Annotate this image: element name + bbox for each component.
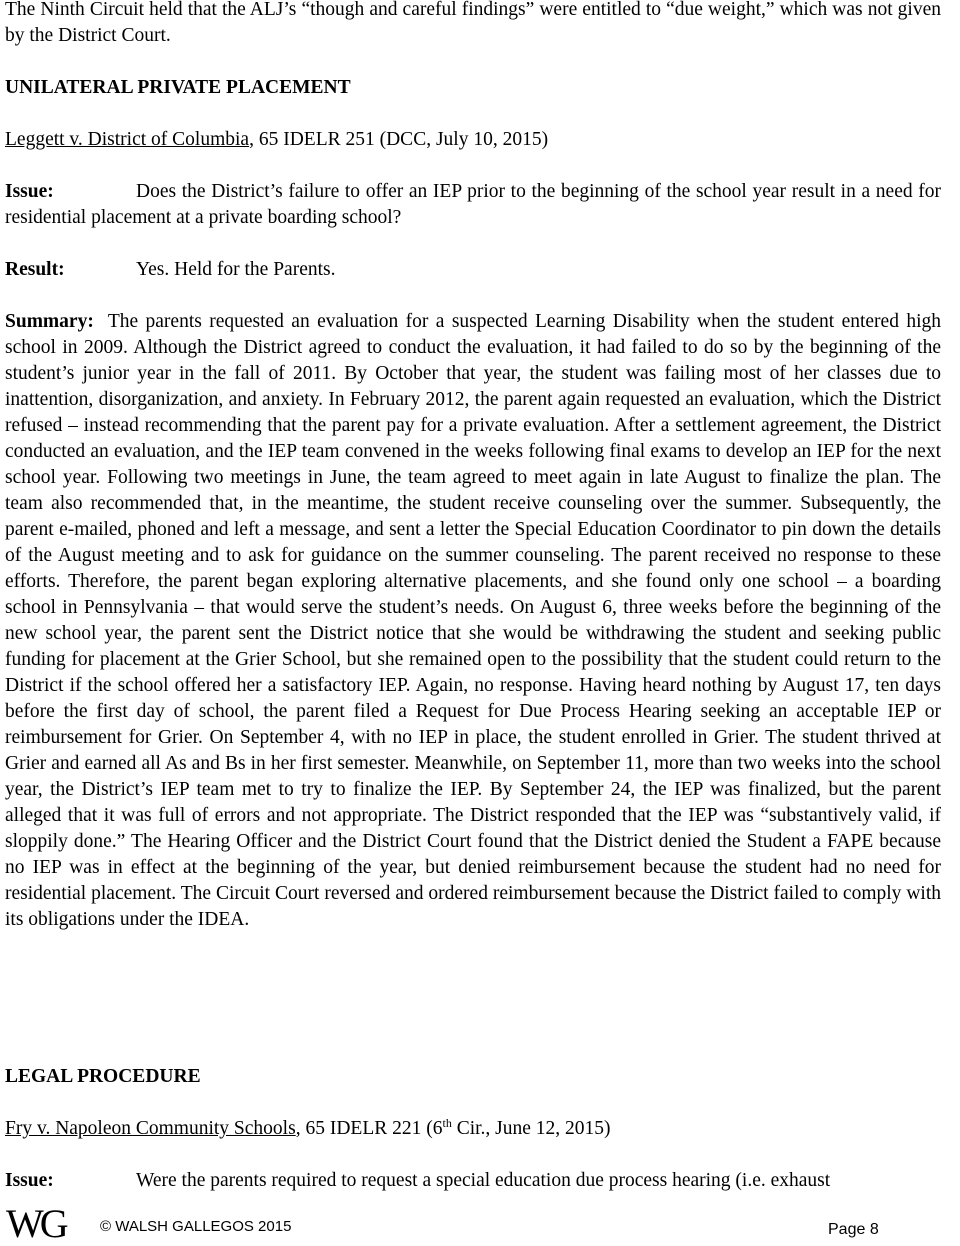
case-citation-fry — [5, 1116, 941, 1142]
issue-label-2: Issue: — [5, 1170, 54, 1191]
section-heading-placement: UNILATERAL PRIVATE PLACEMENT — [5, 77, 351, 98]
logo-text: WG — [6, 1201, 65, 1243]
issue-text: Does the District’s failure to offer an IEP prior to the beginning of the school year result in a need for residential placement at a private boarding school? — [5, 181, 941, 228]
case-citation-sup: th — [442, 1116, 452, 1130]
page-number: Page 8 — [828, 1221, 879, 1238]
case-link-fry[interactable]: Fry v. Napoleon Community Schools — [5, 1118, 296, 1139]
result-label: Result: — [5, 259, 65, 280]
issue-text-2: Were the parents required to request a special education due process hearing (i.e. exhaust — [136, 1170, 831, 1191]
issue-paragraph-2 — [5, 1168, 941, 1194]
case-citation-rest-a: , 65 IDELR 221 (6 — [295, 1118, 443, 1139]
case-citation-rest-b: Cir., June 12, 2015) — [451, 1118, 611, 1139]
footer-copyright: © WALSH GALLEGOS 2015 — [100, 1218, 292, 1235]
issue-paragraph-1 — [5, 179, 941, 231]
issue-label: Issue: — [5, 181, 54, 202]
intro-paragraph: The Ninth Circuit held that the ALJ’s “though and careful findings” were entitled to “due weight,” which was not given by the District Court. — [5, 0, 941, 46]
section-heading-procedure: LEGAL PROCEDURE — [5, 1066, 201, 1087]
case-citation-rest: , 65 IDELR 251 (DCC, July 10, 2015) — [249, 129, 549, 150]
summary-text: The parents requested an evaluation for a suspected Learning Disability when the student entered high school in 2009. Although the District agreed to conduct the evaluation, it had failed to do so by the beginning of the student’s junior year in the fall of 2011. By October that year, the student was failing most of her classes due to inattention, disorganization, and anxiety. In February 2012, the parent again requested an evaluation, which the District refused – instead recommending that the parent pay for a private evaluation. After a settlement agreement, the District conducted an evaluation, and the IEP team convened in the weeks following final exams to develop an IEP for the next school year. Following two meetings in June, the team agreed to meet again in late August to finalize the plan. The team also recommended that, in the meantime, the student receive counseling over the summer. Subsequently, the parent e-mailed, phoned and left a message, and sent a letter the Special Education Coordinator to pin down the details of the August meeting and to ask for guidance on the summer counseling. The parent received no response to these efforts. Therefore, the parent began exploring alternative placements, and she found only one school – a boarding school in Pennsylvania – that would serve the student’s needs. On August 6, three weeks before the beginning of the new school year, the parent sent the District notice that she would be withdrawing the student and seeking public funding for placement at the Grier School, but she remained open to the possibility that the student could return to the District if the school offered her a satisfactory IEP. Again, no response. Having heard nothing by August 17, ten days before the first day of school, the parent filed a Request for Due Process Hearing seeking an acceptable IEP or reimbursement for Grier. On September 4, with no IEP in place, the student enrolled in Grier. The student thrived at Grier and earned all As and Bs in her first semester. Meanwhile, on September 11, more than two weeks into the school year, the District’s IEP team met to try to finalize the IEP. By September 24, the IEP was finalized, but the parent alleged that it was full of errors and not appropriate. The District responded that the IEP was “substantively valid, if sloppily done.” The Hearing Officer and the District Court found that the District denied the Student a FAPE because no IEP was in effect at the beginning of the year, but denied reimbursement because the student had no need for residential placement. The Circuit Court reversed and ordered reimbursement because the District failed to comply with its obligations under the IDEA. — [5, 311, 941, 930]
summary-paragraph — [5, 309, 941, 933]
result-text: Yes. Held for the Parents. — [136, 259, 336, 280]
summary-label: Summary: — [5, 311, 94, 332]
case-citation-leggett — [5, 127, 941, 153]
case-link-leggett[interactable]: Leggett v. District of Columbia — [5, 129, 250, 150]
result-paragraph — [5, 257, 941, 283]
walsh-gallegos-logo-icon — [6, 1201, 80, 1243]
